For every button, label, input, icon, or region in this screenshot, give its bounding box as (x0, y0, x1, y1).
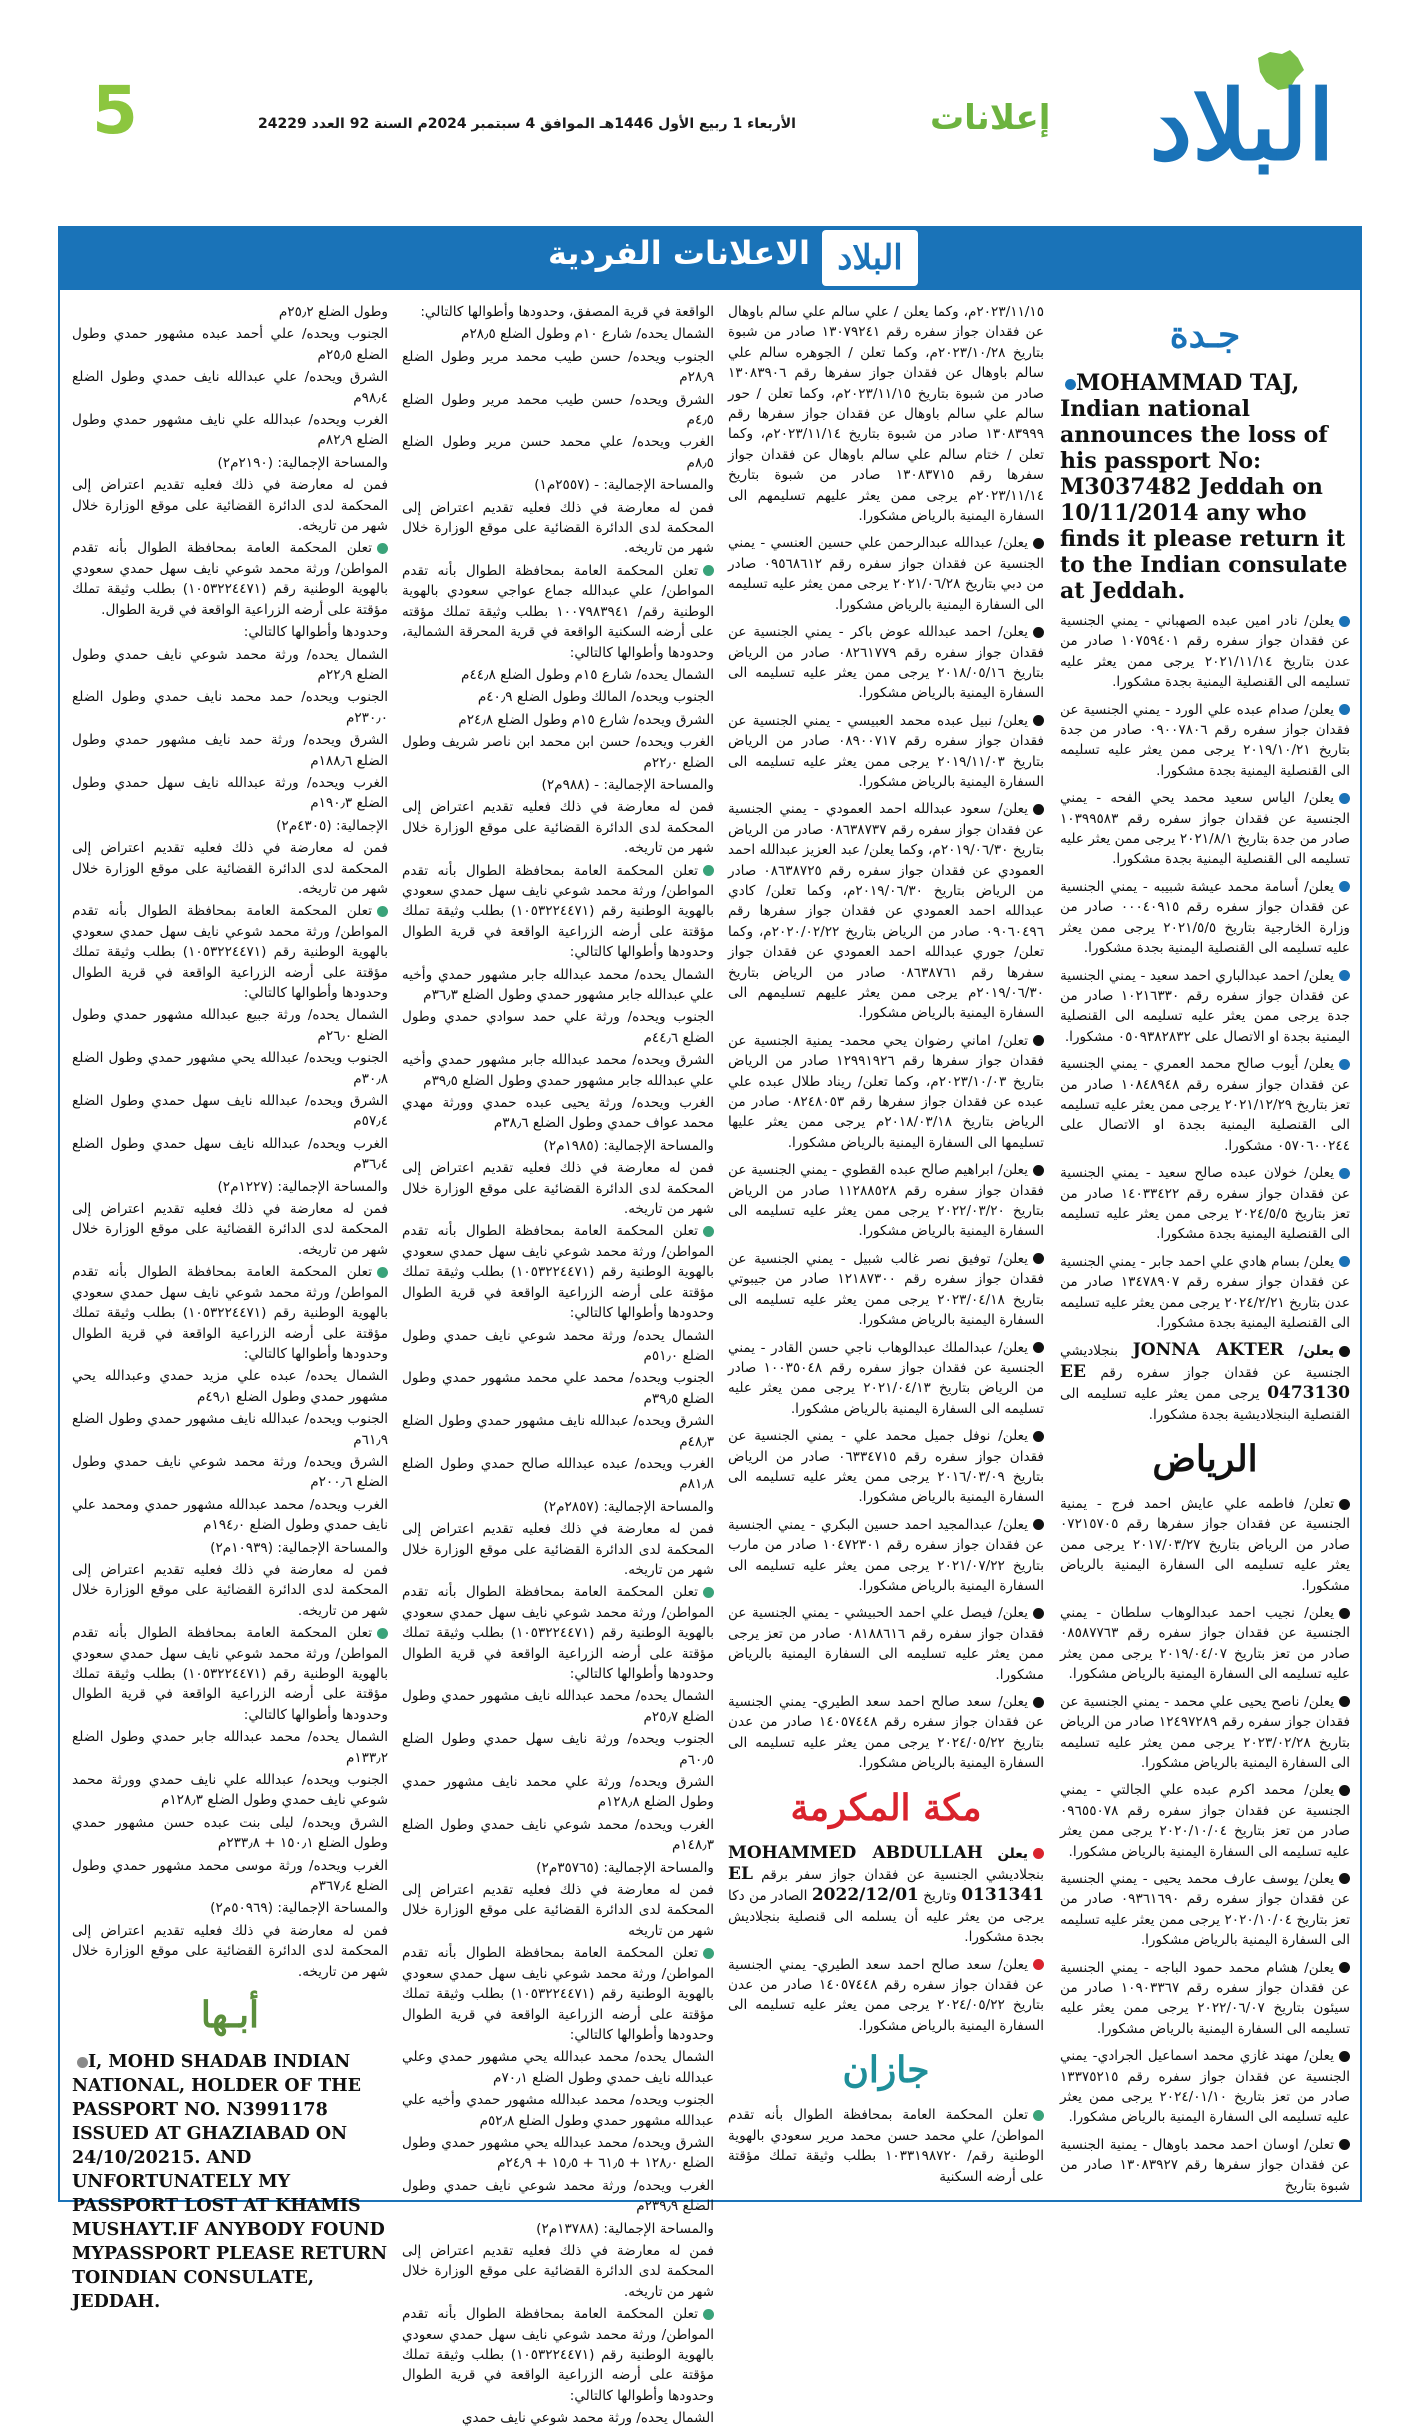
banner-title: الاعلانات الفردية (547, 234, 810, 272)
bullet-icon (1033, 1342, 1044, 1353)
english-ad-shadab: I, MOHD SHADAB INDIAN NATIONAL, HOLDER OF THE PASSPORT NO. N3991178 ISSUED AT GHAZIABAD ON 24/10/20215. AND UNFORTUNATELY MY PASSPORT LOST AT KHAMIS MUSHAYT.IF ANYBODY FOUND MYPASSPORT PLEASE RETURN TOINDIAN CONSULATE, JEDDAH. (72, 2052, 388, 2313)
notice-line: الغرب ويحده/ ورثة محمد شوعي نايف حمدي وطول الضلع ٢٣٩٫٩م (402, 2177, 714, 2215)
ad-item: يعلن/ احمد عبدالله عوض باكر - يمني الجنسية عن فقدان جواز سفره رقم ٠٨٢٦١٧٧٩ صادر من الرياض بتاريخ ٢٠١٨/٠٥/١٦ يرجى ممن يعثر عليه تسليمه الى السفارة اليمنية بالرياض مشكورا. (728, 624, 1044, 702)
bullet-icon (1339, 1346, 1350, 1357)
notice-line: والمساحة الإجمالية: (١٢٢٧م٢) (217, 1178, 388, 1195)
dateline: الأربعاء 1 ربيع الأول 1446هـ الموافق 4 سبتمبر 2024م السنة 92 العدد 24229 (258, 116, 796, 132)
ad-item: يعلن/ خولان عبده صالح سعيد - يمني الجنسية عن فقدان جواز سفره رقم ١٤٠٣٣٤٢٢ صادر من تعز بتاريخ ٢٠٢٤/٥/٥ يرجى ممن يعثر عليه تسليمه الى القنصلية اليمنية بجدة مشكورا. (1060, 1165, 1351, 1243)
notice-line: والمساحة الإجمالية: - (٩٨٨م٢) (541, 776, 714, 793)
notice-line: فمن له معارضة في ذلك فعليه تقديم اعتراض إلى المحكمة لدى الدائرة القضائية على موقع الوزارة خلال شهر من تاريخه. (402, 1521, 714, 1578)
notice-line: الغرب ويحده/ ورثة عبدالله نايف سهل حمدي وطول الضلع ١٩٠٫٣م (72, 774, 388, 812)
column-1 (1060, 302, 1350, 2192)
notice-line: الغرب ويحده/ عبده عبدالله صالح حمدي وطول الضلع ٨١٫٨م (402, 1455, 714, 1493)
notice-line: الإجمالية: (٤٣٠٥م٢) (276, 817, 388, 834)
bullet-icon (1033, 538, 1044, 549)
notice-line: الشرق ويحده/ ورثة محمد شوعي نايف حمدي وطول الضلع ٢٠٠٫٦م (72, 1453, 388, 1491)
notice-line: الشمال يحده/ عبده علي مزيد حمدي وعبدالله يحي مشهور حمدي وطول الضلع ٤٩٫١م (72, 1368, 388, 1405)
bullet-icon (1339, 1168, 1350, 1179)
section-banner (60, 228, 1360, 290)
ad-item: يعلن/ هشام محمد حمود الباجه - يمني الجنسية عن فقدان جواز سفره رقم ١٠٩٠٣٣٦٧ صادر من سيئون بتاريخ ٢٠٢٢/٠٦/٠٧ يرجى ممن يعثر عليه تسليمه الى السفارة اليمنية بالرياض مشكورا. (1060, 1959, 1351, 2037)
ad-item: يعلن/ احمد عبدالباري احمد سعيد - يمني الجنسية عن فقدان جواز سفره رقم ١٠٢١٦٣٣٠ صادر من جدة يرجى ممن يعثر عليه تسليمه الى القنصلية اليمنية بجدة او الاتصال على ٠٥٠٩٣٨٢٨٣٢ مشكورا. (1060, 967, 1351, 1045)
bullet-icon (1339, 1608, 1350, 1619)
bullet-icon (1033, 1848, 1044, 1859)
column-3 (402, 302, 714, 2427)
bullet-icon (703, 1226, 714, 1237)
masthead (0, 0, 1420, 205)
ad-item: يعلن/ نادر امين عبده الصهباني - يمني الجنسية عن فقدان جواز سفره رقم ١٠٧٥٩٤٠١ صادر من عدن بتاريخ ٢٠٢١/١١/١٤ يرجى ممن يعثر عليه تسليمه الى القنصلية اليمنية بجدة مشكورا. (1060, 613, 1351, 691)
bullet-icon (703, 2309, 714, 2320)
notice-line: الجنوب ويحده/ عبدالله يحي مشهور حمدي وطول الضلع ٣٠٫٨م (72, 1050, 388, 1087)
notice-line: والمساحة الإجمالية: - (٢٥٥٧م١) (534, 477, 714, 494)
city-heading-jazan: جازان (842, 2049, 930, 2092)
ad-item: يعلن/ عبدالملك عبدالوهاب ناجي حسن القادر - يمني الجنسية عن فقدان جواز سفره رقم ١٠٠٣٥٠٤٨ صادر من الرياض بتاريخ ٢٠٢١/٠٤/١٣ يرجى ممن يعثر عليه تسليمه الى السفارة اليمنية بالرياض مشكورا. (728, 1339, 1044, 1417)
bullet-icon (1033, 1035, 1044, 1046)
bullet-icon (1033, 1608, 1044, 1619)
riyadh-ads (1060, 1494, 1350, 2196)
bullet-icon (1033, 1519, 1044, 1530)
notice-line: الشمال يحده/ محمد عبدالله نايف مشهور حمدي وطول الضلع ٢٥٫٧م (402, 1688, 714, 1725)
notice-line: تعلن المحكمة العامة بمحافظة الطوال بأنه تقدم المواطن/ ورثة محمد شوعي نايف سهل حمدي سعودي بالهوية الوطنية رقم (١٠٥٣٢٢٤٤٧١) بطلب وثيقة تملك مؤقتة على أرضه الزراعية الواقعة في قرية الطوال وحدودها وأطوالها كالتالي: (72, 903, 388, 1001)
notice-line: تعلن المحكمة العامة بمحافظة الطوال بأنه تقدم المواطن/ ورثة محمد شوعي نايف سهل حمدي سعودي بالهوية الوطنية رقم (١٠٥٣٢٢٤٤٧١) بطلب وثيقة تملك مؤقتة على أرضه الزراعية الواقعة في قرية الطوال وحدودها وأطوالها كالتالي: (402, 862, 714, 961)
ad-item: يعلن/ أيوب صالح محمد العمري - يمني الجنسية عن فقدان جواز سفره رقم ١٠٨٤٨٩٤٨ صادر من تعز بتاريخ ٢٠٢١/١٢/٢٩ يرجى ممن يعثر عليه تسليمه الى القنصلية اليمنية بجدة او الاتصال على ٠٥٧٠٦٠٠٢٤٤ مشكورا. (1060, 1056, 1351, 1154)
notice-line: الجنوب ويحده/ ورثة نايف سهل حمدي وطول الضلع ٦٠٫٥م (402, 1731, 714, 1768)
notice-line: الغرب ويحده/ محمد عبدالله مشهور حمدي ومحمد علي نايف حمدي وطول الضلع ١٩٤٫٠م (72, 1496, 388, 1534)
notice-line: الشمال يحده/ ورثة محمد شوعي نايف حمدي وطول الضلع ٥١٫٠م (402, 1327, 714, 1364)
notice-line: فمن له معارضة في ذلك فعليه تقديم اعتراض إلى المحكمة لدى الدائرة القضائية على موقع الوزارة خلال شهر من تاريخه. (72, 1201, 388, 1258)
notice-line: الشمال يحده/ محمد عبدالله يحي مشهور حمدي وعلي عبدالله نايف حمدي وطول الضلع ٧٠٫١م (402, 2049, 714, 2086)
notice-line: الشمال يحده/ محمد عبدالله جابر مشهور حمدي وأخيه علي عبدالله جابر مشهور حمدي وطول الضلع ٣٦٫٣م (402, 966, 714, 1003)
notice-line: تعلن المحكمة العامة بمحافظة الطوال بأنه تقدم المواطن/ ورثة محمد شوعي نايف سهل حمدي سعودي بالهوية الوطنية رقم (١٠٥٣٢٢٤٤٧١) بطلب وثيقة تملك مؤقتة على أرضه الزراعية الواقعة في قرية الطوال وحدودها وأطوالها كالتالي: (72, 1625, 388, 1723)
notice-line: تعلن المحكمة العامة بمحافظة الطوال بأنه تقدم المواطن/ ورثة محمد شوعي نايف سهل حمدي سعودي بالهوية الوطنية رقم (١٠٥٣٢٢٤٤٧١) بطلب وثيقة تملك مؤقتة على أرضه الزراعية الواقعة في قرية الطوال وحدودها وأطوالها كالتالي: (72, 1264, 388, 1362)
ad-mohammed-abdullah: يعلن MOHAMMED ABDULLAH بنجلاديشي الجنسية عن فقدان جواز سفر برقم EL 0131341 وتاريخ 2022/12/01 الصادر من دكا يرجى من يعثر عليه أن يسلمه الى قنصلية بنجلاديش بجدة مشكورا. (728, 1842, 1045, 1946)
notice-line: فمن له معارضة في ذلك فعليه تقديم اعتراض إلى المحكمة لدى الدائرة القضائية على موقع الوزارة خلال شهر من تاريخه. (72, 477, 388, 535)
notice-line: الجنوب ويحده/ محمد عبدالله مشهور حمدي وأخيه علي عبدالله مشهور حمدي وطول الضلع ٥٢٫٨م (402, 2092, 714, 2129)
ad-item: يعلن/ الياس سعيد محمد يحي الفحه - يمني الجنسية عن فقدان جواز سفره رقم ١٠٣٩٩٥٨٣ صادر من جدة بتاريخ ٢٠٢١/٨/١ يرجى ممن يعثر عليه تسليمه الى القنصلية اليمنية بجدة مشكورا. (1060, 790, 1350, 868)
bullet-icon (1033, 1697, 1044, 1708)
ad-item: يعلن/ سعود عبدالله احمد العمودي - يمني الجنسية عن فقدان جواز سفره رقم ٠٨٦٣٨٧٣٧ صادر من الرياض بتاريخ ٢٠١٩/٠٦/٣٠م، وكما يعلن/ عبد العزيز عبدالله احمد العمودي عن فقدان جواز سفره رقم ٠٨٦٣٨٧٢٥ صادر من الرياض بتاريخ ٢٠١٩/٠٦/٣٠م، وكما تعلن/ كادي عبدالله احمد العمودي عن فقدان جواز سفرها رقم ٠٩٠٦٠٤٩٦ صادر من الرياض بتاريخ ٢٠٢٠/٠٢/٢٢م، وكما تعلن/ جوري عبدالله احمد العمودي عن فقدان جواز سفرها رقم ٠٨٦٣٨٧٦١ صادر من الرياض بتاريخ ٢٠١٩/٠٦/٣٠م يرجى ممن يعثر عليهم تسليمهم الى السفارة اليمنية بالرياض مشكورا. (728, 801, 1045, 1022)
notice-line: تعلن المحكمة العامة بمحافظة الطوال بأنه تقدم المواطن/ ورثة محمد شوعي نايف سهل حمدي سعودي بالهوية الوطنية رقم (١٠٥٣٢٢٤٤٧١) بطلب وثيقة تملك مؤقتة على أرضه الزراعية الواقعة في قرية الطوال وحدودها وأطوالها كالتالي: (402, 1223, 714, 1322)
ad-item: يعلن/ مهند غازي محمد اسماعيل الجرادي- يمني الجنسية عن فقدان جواز سفره رقم ١٣٣٧٥٢١٥ صادر من تعز بتاريخ ٢٠٢٤/٠١/١٠ يرجى ممن يعثر عليه تسليمه الى السفارة اليمنية بالرياض مشكورا. (1060, 2048, 1350, 2126)
notice-line: الغرب ويحده/ عبدالله نايف سهل حمدي وطول الضلع ٣٦٫٤م (72, 1135, 388, 1173)
city-heading-makkah: مكة المكرمة (790, 1786, 982, 1829)
column-2 (728, 302, 1044, 2192)
bullet-icon (1065, 379, 1076, 390)
jeddah-ads (1060, 611, 1350, 1333)
notice-line: الجنوب ويحده/ علي أحمد عبده مشهور حمدي وطول الضلع ٢٥٫٥م (72, 326, 388, 363)
bullet-icon (1339, 1785, 1350, 1796)
bullet-icon (377, 906, 388, 917)
notice-line: الجنوب ويحده/ محمد علي محمد مشهور حمدي وطول الضلع ٣٩٫٥م (402, 1370, 714, 1407)
notice-line: فمن له معارضة في ذلك فعليه تقديم اعتراض إلى المحكمة لدى الدائرة القضائية على موقع الوزارة خلال شهر من تاريخه. (72, 840, 388, 897)
bullet-icon (1339, 704, 1350, 715)
notice-line: فمن له معارضة في ذلك فعليه تقديم اعتراض إلى المحكمة لدى الدائرة القضائية على موقع الوزارة خلال شهر من تاريخه. (72, 1922, 388, 1980)
notice-line: تعلن المحكمة العامة بمحافظة الطوال بأنه تقدم المواطن/ ورثة محمد شوعي نايف سهل حمدي سعودي بالهوية الوطنية رقم (١٠٥٣٢٢٤٤٧١) بطلب وثيقة تملك مؤقتة على أرضه الزراعية الواقعة في قرية الطوال. (72, 540, 388, 618)
bullet-icon (703, 1587, 714, 1598)
bullet-icon (377, 1628, 388, 1639)
ad-item: يعلن/ نبيل عبده محمد العبيسي - يمني الجنسية عن فقدان جواز سفره رقم ٠٨٩٠٠٧١٧ صادر من الرياض بتاريخ ٢٠١٩/١١/٠٣ يرجى ممن يعثر عليه تسليمه الى السفارة اليمنية بالرياض مشكورا. (728, 712, 1044, 790)
section-label: إعلانات (930, 98, 1051, 138)
bullet-icon (1033, 1165, 1044, 1176)
english-ad-taj: MOHAMMAD TAJ, Indian national announces the loss of his passport No: M3037482 Jeddah on 10/11/2014 any who finds it please return it to the Indian consulate at Jeddah. (1060, 370, 1348, 604)
bullet-icon (1339, 1962, 1350, 1973)
bullet-icon (703, 1948, 714, 1959)
notice-line: فمن له معارضة في ذلك فعليه تقديم اعتراض إلى المحكمة لدى الدائرة القضائية على موقع الوزارة خلال شهر من تاريخه (402, 1882, 714, 1939)
notice-line: الغرب ويحده/ علي محمد حسن مرير وطول الضلع ٨٫٥م (402, 434, 714, 471)
bullet-icon (1339, 970, 1350, 981)
notice-line: الشرق ويحده/ محمد عبدالله جابر مشهور حمدي وأخيه علي عبدالله جابر مشهور حمدي وطول الضلع ٣٩٫٥م (402, 1052, 714, 1089)
city-heading-abha: أبـها (200, 1994, 260, 2037)
banner-logo (822, 230, 918, 286)
notice-line: الشمال يحده/ محمد عبدالله جابر حمدي وطول الضلع ١٣٣٫٢م (72, 1729, 388, 1766)
page-number: 5 (92, 72, 138, 149)
notice-line: والمساحة الإجمالية: (١٠٩٣٩م٢) (210, 1539, 388, 1556)
bullet-icon (1339, 1696, 1350, 1707)
notice-line: تعلن المحكمة العامة بمحافظة الطوال بأنه تقدم المواطن/ ورثة محمد شوعي نايف سهل حمدي سعودي بالهوية الوطنية رقم (١٠٥٣٢٢٤٤٧١) بطلب وثيقة تملك مؤقتة على أرضه الزراعية الواقعة في قرية الطوال وحدودها وأطوالها كالتالي: (402, 2306, 714, 2404)
ad-bawahal: ٢٠٢٣/١١/١٥م، وكما يعلن / علي سالم علي سالم باوهال عن فقدان جواز سفره رقم ١٣٠٧٩٢٤١ صادر من شبوة بتاريخ ٢٠٢٣/١٠/٢٨م، وكما تعلن / الجوهره سالم علي سالم باوهال عن فقدان جواز سفرها رقم ١٣٠٨٣٩٠٦ صادر من شبوة بتاريخ ٢٠٢٣/١١/١٥م، وكما تعلن / حور سالم علي سالم باوهال عن فقدان جواز سفرها رقم ١٣٠٨٣٩٩٩ صادر من شبوة بتاريخ ٢٠٢٣/١١/١٤م، وكما تعلن / ختام سالم علي سالم باوهال عن فقدان جواز سفرها رقم ١٣٠٨٣٧١٥ صادر من شبوة بتاريخ ٢٠٢٣/١١/١٤م يرجى ممن يعثر عليهم تسليمهم الى السفارة اليمنية بالرياض مشكورا. (728, 304, 1044, 525)
notice-line: الشمال يحده/ شارع ١٠م وطول الضلع ٢٨٫٥م (461, 326, 714, 343)
logo-wordmark: البلاد (1149, 69, 1335, 182)
notice-line: الجنوب ويحده/ عبدالله علي نايف حمدي وورثة محمد شوعي نايف حمدي وطول الضلع ١٢٨٫٣م (72, 1772, 388, 1809)
notice-line: الشرق ويحده/ عبدالله نايف سهل حمدي وطول الضلع ٥٧٫٤م (72, 1093, 388, 1130)
bullet-icon (77, 2057, 88, 2068)
riyadh-ads-continued (728, 533, 1044, 1773)
ad-item: تعلن/ فاطمه علي عايش احمد فرج - يمنية الجنسية عن فقدان جواز سفرها رقم ٠٧٢١٥٧٠٥ صادر من الرياض بتاريخ ٢٠١٧/٠٣/٢٧ يرجى ممن يعثر عليه تسليمه الى السفارة اليمنية بالرياض مشكورا. (1060, 1496, 1350, 1594)
ad-jazan-court: تعلن المحكمة العامة بمحافظة الطوال بأنه تقدم المواطن/ علي محمد حسن محمد مرير سعودي بالهوية الوطنية رقم/ ١٠٣٣١٩٨٧٢٠ بطلب وثيقة تملك مؤقتة على أرضه السكنية (728, 2107, 1044, 2185)
bullet-icon (1339, 793, 1350, 804)
ad-item: يعلن/ نجيب احمد عبدالوهاب سلطان - يمني الجنسية عن فقدان جواز سفره رقم ٠٨٥٨٧٧٦٣ صادر من تعز بتاريخ ٢٠١٩/٠٤/٠٧ يرجى ممن يعثر عليه تسليمه الى السفارة اليمنية بالرياض مشكورا. (1060, 1605, 1350, 1683)
bullet-icon (1033, 1431, 1044, 1442)
bullet-icon (1033, 627, 1044, 638)
ad-saad-tairi: يعلن/ سعد صالح احمد سعد الطيري- يمني الجنسية عن فقدان جواز سفره رقم ١٤٠٥٧٤٤٨ صادر من عدن بتاريخ ٢٠٢٤/٠٥/٢٢ يرجى ممن يعثر عليه تسليمه الى السفارة اليمنية بالرياض مشكورا. (728, 1956, 1045, 2034)
bullet-icon (703, 565, 714, 576)
bullet-icon (377, 1267, 388, 1278)
notice-line: وحدودها وأطوالها كالتالي: (243, 624, 388, 641)
bullet-icon (1339, 2139, 1350, 2150)
bullet-icon (1339, 2051, 1350, 2062)
ads-frame (58, 226, 1362, 2427)
notice-line: الشرق ويحده/ حسن طيب محمد مرير وطول الضلع ٤٫٥م (402, 391, 714, 429)
ad-item: تعلن/ اوسان احمد محمد باوهال - يمنية الجنسية عن فقدان جواز سفرها رقم ١٣٠٨٣٩٢٧ صادر من شبوة بتاريخ (1060, 2136, 1350, 2194)
notice-line: الجنوب ويحده/ حسن طيب محمد مرير وطول الضلع ٢٨٫٩م (402, 348, 714, 386)
notice-line: الجنوب ويحده/ حمد محمد نايف حمدي وطول الضلع ٢٣٠٫٠م (72, 689, 388, 726)
notice-line: الشرق ويحده/ ليلى بنت عبده حسن مشهور حمدي وطول الضلع ١٥٠٫١ + ٢٣٣٫٨م (72, 1814, 388, 1852)
notice-line: تعلن المحكمة العامة بمحافظة الطوال بأنه تقدم المواطن/ ورثة محمد شوعي نايف سهل حمدي سعودي بالهوية الوطنية رقم (١٠٥٣٢٢٤٤٧١) بطلب وثيقة تملك مؤقتة على أرضه الزراعية الواقعة في قرية الطوال وحدودها وأطوالها كالتالي: (402, 1584, 714, 1682)
notice-line: فمن له معارضة في ذلك فعليه تقديم اعتراض إلى المحكمة لدى الدائرة القضائية على موقع الوزارة خلال شهر من تاريخه. (402, 799, 714, 857)
notice-line: والمساحة الإجمالية: (٢٨٥٧م٢) (543, 1498, 714, 1515)
notice-line: والمساحة الإجمالية: (٣٥٧٦٥م٢) (536, 1859, 714, 1876)
notice-line: والمساحة الإجمالية: (٢١٩٠م٢) (217, 454, 388, 471)
notice-line: الغرب ويحده/ ورثة موسى محمد مشهور حمدي وطول الضلع ٣٦٧٫٤م (72, 1857, 388, 1895)
court-notices-a (402, 302, 714, 2429)
bullet-icon (1339, 1059, 1350, 1070)
ad-item: يعلن/ يوسف عارف محمد يحيى - يمني الجنسية عن فقدان جواز سفره رقم ٠٩٣٦١٦٩٠ صادر من تعز بتاريخ ٢٠٢٠/١٠/٠٤ يرجى ممن يعثر عليه تسليمه الى السفارة اليمنية بالرياض مشكورا. (1060, 1870, 1351, 1949)
notice-line: والمساحة الإجمالية: (١٣٧٨٨م٢) (536, 2220, 714, 2237)
ad-item: يعلن/ محمد اكرم عبده علي الجالتي - يمني الجنسية عن فقدان جواز سفره رقم ٠٩٦٥٥٠٧٨ صادر من تعز بتاريخ ٢٠٢٠/١٠/٠٤ يرجى ممن يعثر عليه تسليمه الى السفارة اليمنية بالرياض مشكورا. (1060, 1782, 1350, 1860)
court-notices-b (72, 302, 388, 1982)
notice-line: وطول الضلع ٢٥٫٢م (278, 304, 388, 320)
bullet-icon (377, 543, 388, 554)
ad-item: تعلن/ اماني رضوان يحي محمد- يمنية الجنسية عن فقدان جواز سفرها رقم ١٢٩٩١٩٢٦ صادر من الرياض بتاريخ ٢٠٢٣/١٠/٠٣م، وكما تعلن/ ريناد طلال عبده علي عبده عن فقدان جواز سفرها رقم ٠٨٢٤٨٠٥٣ صادر من الرياض بتاريخ ٢٠١٨/٠٣/١٨م يرجى ممن يعثر عليها تسليمها الى السفارة اليمنية بالرياض مشكورا. (728, 1032, 1044, 1151)
notice-line: الغرب ويحده/ محمد شوعي نايف حمدي وطول الضلع ١٤٨٫٣م (402, 1816, 714, 1854)
notice-line: الشرق ويحده/ ورثة علي محمد نايف مشهور حمدي وطول الضلع ١٢٨٫٨م (402, 1774, 714, 1811)
ad-item: يعلن/ عبدالله عبدالرحمن علي حسين العنسي - يمني الجنسية عن فقدان جواز سفره رقم ٠٩٥٦٨٦١٢ صادر من دبي بتاريخ ٢٠٢١/٠٦/٢٨ يرجى ممن يعثر عليه تسليمه الى السفارة اليمنية بالرياض مشكورا. (728, 535, 1044, 613)
notice-line: الشمال يحده/ ورثة محمد شوعي نايف حمدي وطول الضلع ٢٢٫٩م (72, 646, 388, 683)
notice-line: الشمال يحده/ شارع ١٥م وطول الضلع ٤٤٫٨م (461, 666, 714, 683)
bullet-icon (1339, 1873, 1350, 1884)
ad-item: يعلن/ نوفل جميل محمد علي - يمني الجنسية عن فقدان جواز سفره رقم ٠٦٣٣٤٧١٥ صادر من الرياض بتاريخ ٢٠١٦/٠٣/٠٩ يرجى ممن يعثر عليه تسليمه الى السفارة اليمنية بالرياض مشكورا. (728, 1428, 1044, 1506)
notice-line: الغرب ويحده/ عبدالله علي نايف مشهور حمدي وطول الضلع ٨٢٫٩م (72, 412, 388, 449)
bullet-icon (1339, 616, 1350, 627)
bullet-icon (1033, 1959, 1044, 1970)
notice-line: تعلن المحكمة العامة بمحافظة الطوال بأنه تقدم المواطن/ علي عبدالله جماع عواجي سعودي بالهوية الوطنية رقم/ ١٠٠٧٩٨٣٩٤١ بطلب وثيقة تملك مؤقته على أرضه السكنية الواقعة في قرية المحرقة الشمالية، وحدودها وأطوالها كالتالي: (402, 562, 714, 661)
notice-line: الغرب ويحده/ حسن ابن محمد ابن ناصر شريف وطول الضلع ٢٢٫٠م (402, 734, 714, 771)
ad-item: يعلن/ صدام عبده علي الورد - يمني الجنسية عن فقدان جواز سفره رقم ٠٩٠٠٧٨٠٦ صادر من جدة بتاريخ ٢٠١٩/١٠/٢١ يرجى ممن يعثر عليه تسليمه الى القنصلية اليمنية بجدة مشكورا. (1060, 701, 1350, 779)
notice-line: الشرق ويحده/ عبدالله نايف مشهور حمدي وطول الضلع ٤٨٫٣م (402, 1413, 714, 1450)
notice-line: الواقعة في قرية المصفق، وحدودها وأطوالها كالتالي: (420, 304, 714, 320)
bullet-icon (1033, 715, 1044, 726)
bullet-icon (1339, 1499, 1350, 1510)
banner-logo-text: البلاد (837, 238, 903, 278)
ad-item: يعلن/ أسامة محمد عيشة شبيبه - يمني الجنسية عن فقدان جواز سفره رقم ٠٠٠٤٠٩١٥ صادر من وزارة الخارجية بتاريخ ٢٠٢١/٥/٥ يرجى ممن يعثر عليه تسليمه الى القنصلية اليمنية بجدة مشكورا. (1060, 878, 1351, 957)
notice-line: والمساحة الإجمالية: (٥٠٩٦٩م٢) (210, 1900, 388, 1917)
ad-item: يعلن/ بسام هادي علي احمد جابر - يمني الجنسية عن فقدان جواز سفره رقم ١٣٤٧٨٩٠٧ صادر من عدن بتاريخ ٢٠٢٤/٢/٢١ يرجى ممن يعثر عليه تسليمه الى القنصلية اليمنية بجدة مشكورا. (1060, 1253, 1351, 1331)
ad-item: يعلن/ فيصل علي احمد الحبيشي - يمني الجنسية عن فقدان جواز سفره رقم ٠٨١٨٨٦١٦ صادر من تعز يرجى ممن يعثر عليه تسليمه الى السفارة اليمنية بالرياض مشكورا. (728, 1605, 1044, 1683)
ad-item: يعلن/ ناصح يحيى علي محمد - يمني الجنسية عن فقدان جواز سفره رقم ١٢٤٩٧٢٨٩ صادر من الرياض بتاريخ ٢٠٢٣/٠٢/٢٨ يرجى ممن يعثر عليه تسليمه الى السفارة اليمنية بالرياض مشكورا. (1060, 1693, 1350, 1771)
notice-line: الجنوب ويحده/ المالك وطول الضلع ٤٠٫٩م (477, 689, 714, 706)
bullet-icon (1033, 2110, 1044, 2121)
notice-line: فمن له معارضة في ذلك فعليه تقديم اعتراض إلى المحكمة لدى الدائرة القضائية على موقع الوزارة خلال شهر من تاريخه. (402, 1160, 714, 1218)
notice-line: الشرق ويحده/ ورثة حمد نايف مشهور حمدي وطول الضلع ١٨٨٫٦م (72, 732, 388, 769)
city-heading-jeddah: جـدة (1169, 314, 1241, 356)
bullet-icon (703, 865, 714, 876)
notice-line: تعلن المحكمة العامة بمحافظة الطوال بأنه تقدم المواطن/ ورثة محمد شوعي نايف سهل حمدي سعودي بالهوية الوطنية رقم (١٠٥٣٢٢٤٤٧١) بطلب وثيقة تملك مؤقتة على أرضه الزراعية الواقعة في قرية الطوال وحدودها وأطوالها كالتالي: (402, 1945, 714, 2043)
notice-line: فمن له معارضة في ذلك فعليه تقديم اعتراض إلى المحكمة لدى الدائرة القضائية على موقع الوزارة خلال شهر من تاريخه. (402, 2242, 714, 2300)
notice-line: الشرق ويحده/ علي عبدالله نايف حمدي وطول الضلع ٩٨٫٤م (72, 369, 388, 406)
ad-jonna: يعلن/ JONNA AKTER بنجلاديشي الجنسية عن فقدان جواز سفره رقم EE 0473130 يرجى ممن يعثر عليه تسليمه الى القنصلية البنجلاديشية بجدة مشكورا. (1060, 1340, 1350, 1423)
notice-line: فمن له معارضة في ذلك فعليه تقديم اعتراض إلى المحكمة لدى الدائرة القضائية على موقع الوزارة خلال شهر من تاريخه. (72, 1561, 388, 1619)
notice-line: الجنوب ويحده/ ورثة علي حمد سوادي حمدي وطول الضلع ٤٤٫٦م (402, 1009, 714, 1046)
ad-item: يعلن/ سعد صالح احمد سعد الطيري- يمني الجنسية عن فقدان جواز سفره رقم ١٤٠٥٧٤٤٨ صادر من عدن بتاريخ ٢٠٢٤/٠٥/٢٢ يرجى ممن يعثر عليه تسليمه الى السفارة اليمنية بالرياض مشكورا. (728, 1694, 1045, 1772)
notice-line: الشرق ويحده/ محمد عبدالله يحي مشهور حمدي وطول الضلع ١٢٨٫٠ + ٦١٫٥ + ١٥٫٥ + ٢٤٫٩م (402, 2134, 714, 2172)
city-heading-riyadh: الرياض (1152, 1438, 1258, 1481)
ad-item: يعلن/ ابراهيم صالح عبده القطوي - يمني الجنسية عن فقدان جواز سفره رقم ١١٢٨٨٥٢٨ صادر من الرياض بتاريخ ٢٠٢٢/٠٣/٢٠ يرجى ممن يعثر عليه تسليمه الى السفارة اليمنية بالرياض مشكورا. (728, 1162, 1044, 1240)
column-4 (72, 302, 388, 2313)
notice-line: الشمال يحده/ ورثة محمد شوعي نايف حمدي (461, 2410, 714, 2427)
notice-line: الشرق ويحده/ شارع ١٥م وطول الضلع ٢٤٫٨م (458, 711, 714, 728)
bullet-icon (1339, 881, 1350, 892)
notice-line: الجنوب ويحده/ عبدالله نايف مشهور حمدي وطول الضلع ٦١٫٩م (72, 1411, 388, 1448)
bullet-icon (1339, 1256, 1350, 1267)
bullet-icon (1033, 804, 1044, 815)
newspaper-logo (1118, 48, 1366, 198)
ad-item: يعلن/ توفيق نصر غالب شبيل - يمني الجنسية عن فقدان جواز سفره رقم ١٢١٨٧٣٠٠ صادر من جيبوتي بتاريخ ٢٠٢٣/٠٤/١٨ يرجى ممن يعثر عليه تسليمه الى السفارة اليمنية بالرياض مشكورا. (728, 1250, 1045, 1329)
notice-line: والمساحة الإجمالية: (١٩٨٥م٢) (543, 1137, 714, 1154)
notice-line: فمن له معارضة في ذلك فعليه تقديم اعتراض إلى المحكمة لدى الدائرة القضائية على موقع الوزارة خلال شهر من تاريخه. (402, 499, 714, 557)
notice-line: الغرب ويحده/ ورثة يحيى عبده حمدي وورثة مهدي محمد عواف حمدي وطول الضلع ٣٨٫٦م (402, 1095, 714, 1132)
ad-item: يعلن/ عبدالمجيد احمد حسين البكري - يمني الجنسية عن فقدان جواز سفره رقم ١٠٤٧٢٣٠١ صادر من مارب بتاريخ ٢٠٢١/٠٧/٢٢ يرجى ممن يعثر عليه تسليمه الى السفارة اليمنية بالرياض مشكورا. (728, 1516, 1044, 1594)
bullet-icon (1033, 1253, 1044, 1264)
notice-line: الشمال يحده/ ورثة جبيع عبدالله مشهور حمدي وطول الضلع ٢٦٫٠م (72, 1007, 388, 1044)
